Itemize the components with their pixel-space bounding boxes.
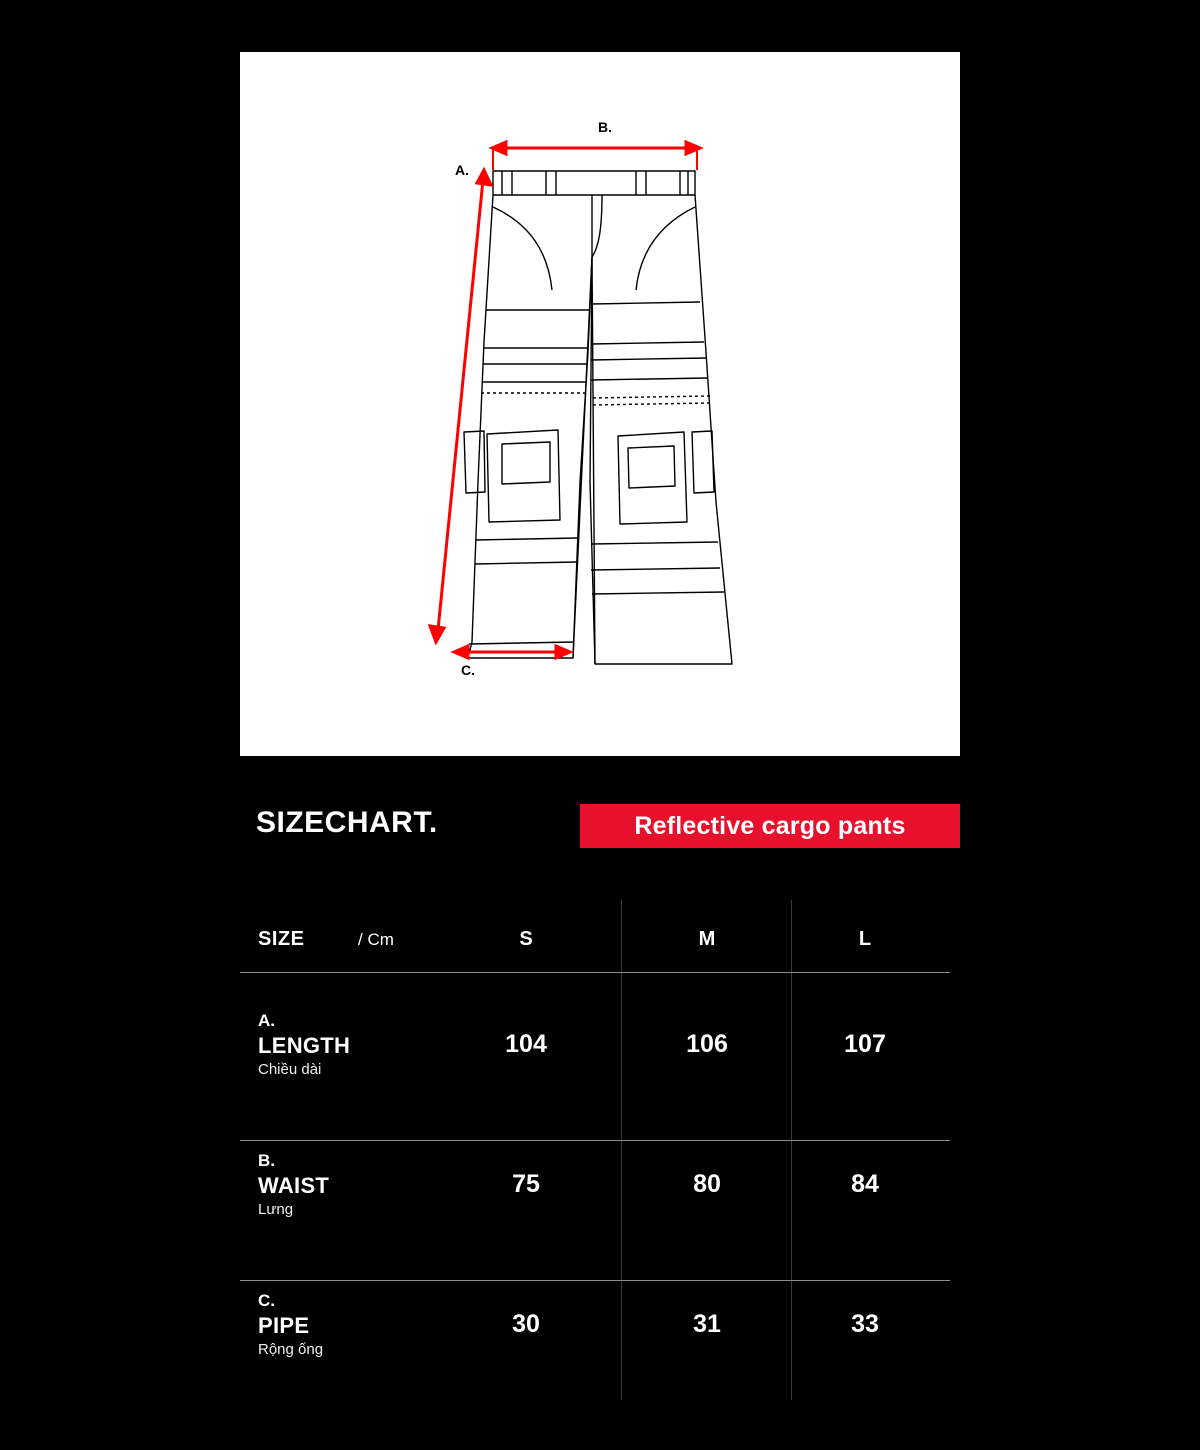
cell-waist-m: 80 [693, 1170, 721, 1198]
row-label-pipe [258, 1290, 458, 1361]
cell-pipe-l: 33 [851, 1310, 879, 1338]
cell-pipe-m: 31 [693, 1310, 721, 1338]
chart-header [0, 798, 1200, 860]
row-letter: B. [258, 1151, 275, 1170]
column-header-size: SIZE [258, 928, 305, 950]
row-letter: A. [258, 1011, 275, 1030]
row-subtitle: Rộng ống [258, 1341, 324, 1358]
column-header-l: L [858, 928, 872, 950]
cell-waist-s: 75 [512, 1170, 540, 1198]
size-table [240, 900, 950, 1400]
illustration-panel [240, 52, 960, 756]
table-row [240, 1268, 950, 1408]
cell-length-m: 106 [686, 1030, 728, 1058]
cell-length-s: 104 [505, 1030, 547, 1058]
table-row [240, 1128, 950, 1268]
cell-waist-l: 84 [851, 1170, 879, 1198]
cell-length-l: 107 [844, 1030, 886, 1058]
row-subtitle: Lưng [258, 1201, 294, 1218]
column-header-unit: / Cm [358, 930, 394, 949]
product-name-badge [580, 804, 960, 848]
row-title: WAIST [258, 1173, 330, 1198]
row-label-waist [258, 1150, 458, 1221]
column-header-m: M [698, 928, 716, 950]
measure-label-b: B. [598, 119, 612, 135]
row-divider [240, 972, 950, 973]
row-letter: C. [258, 1291, 275, 1310]
product-name-label: Reflective cargo pants [634, 811, 906, 840]
table-row [240, 988, 950, 1128]
column-header-s: S [519, 928, 533, 950]
row-label-length [258, 1010, 458, 1081]
table-header-row [240, 920, 950, 964]
measure-label-a: A. [455, 162, 469, 178]
page-title: SIZECHART. [256, 806, 438, 839]
cell-pipe-s: 30 [512, 1310, 540, 1338]
row-subtitle: Chiều dài [258, 1061, 322, 1078]
cargo-pants-technical-drawing [240, 52, 960, 756]
row-title: LENGTH [258, 1033, 351, 1058]
measure-label-c: C. [461, 662, 475, 678]
row-title: PIPE [258, 1313, 310, 1338]
